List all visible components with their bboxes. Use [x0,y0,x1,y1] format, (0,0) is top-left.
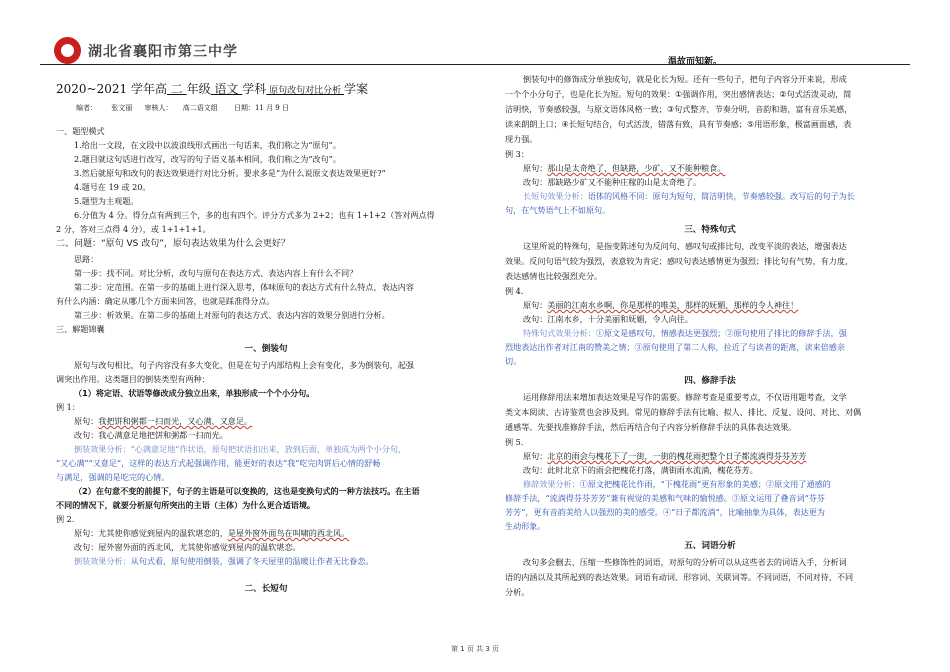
heading-word-analysis: 五、词语分析 [684,541,736,551]
original-sentence: 北京的雨会与槐花下了一街，一街的槐花雨把整个日子都流淌得芬芬芳芳 [547,451,807,461]
example-label: 例 3： [505,149,529,159]
list-item: 2 分，答对三点得 4 分），或 1+1+1+1。 [56,224,211,234]
list-item: 3.然后就原句和改句的表达效果进行对比分析。要求多是“为什么说原文表达效果更好?” [74,168,386,178]
title-topic: 原句改句对比分析 [266,86,344,96]
original-label: 原句： [74,416,99,426]
analysis-text: ①原文是感叹句，情感表达更强烈；②原句使用了排比的修辞手法，强 [595,328,847,338]
analysis-line: 修辞手法，“流淌得芬芬芳芳”兼有视觉的美感和气味的愉悦感。③原文运用了叠音词“芬芬 [505,493,825,503]
section-title: 一、题型模式 [56,126,105,136]
heading-special-sentence: 三、特殊句式 [684,225,736,235]
example-original [56,414,476,428]
paragraph-line: 运用修辞用法来增加表达效果是写作的需要。修辞考查是重要考点，不仅语用题考查，文学 [523,392,847,402]
analysis-line [505,477,915,491]
example-modified [56,540,476,554]
paragraph-line: 调突出作用。这类题目的倒装类型有两种： [56,374,210,384]
paragraph-line: 原句与改句相比，句子内容没有多大变化，但是在句子内部结构上会有变化，多为倒装句，起强 [74,360,414,370]
original-sentence: 我把饼和粥都一扫而光，又心满，又意足。 [98,416,253,426]
modified-label: 改句： [74,542,99,552]
title-subject-word: 学科 [242,82,267,96]
analysis-line: 倒装效果分析：“心满意足地”作状语，原句把状语扣出来，放到后面，单独成为两个小分句， [74,444,407,454]
list-item: 1.给出一文段，在文段中以波浪线形式画出一句话来，我们称之为“原句”。 [74,140,341,150]
analysis-line [56,554,476,568]
modified-label: 改句： [523,465,548,475]
example-modified [505,312,915,326]
modified-label: 改句： [74,430,99,440]
example-original [505,298,915,312]
analysis-line: 芳芳”，更有音韵美给人以强烈的美的感受。④“日子都流淌”，比喻抽象为具体，表达更为 [505,507,825,517]
example-label: 例 5. [505,437,524,447]
example-modified [505,463,915,477]
subheading: 不同的情况下，就要分析原句所突出的主语（主体）为什么更合适语境。 [56,500,316,510]
right-column [505,72,915,600]
reviewer-label: 审核人： [144,104,173,112]
original-sentence-b: 是屋外窗外面鸟在叫啸的西北风。 [227,528,350,538]
analysis-text: ①原文把槐花比作雨，“下槐花雨”更有形象的美感；②原文用了通感的 [579,479,831,489]
title-grade: 二 [166,82,187,96]
list-item: 2.题目就这句话进行改写，改写的句子语义基本相同，我们称之为“改句”。 [74,154,341,164]
analysis-line [505,189,915,203]
paragraph-line: 效果。反问句语气较为强烈，表意较为肯定；感叹句表达感情更为强烈；排比句有气势，有力度， [505,256,854,266]
editor: 张文丽 [111,104,133,112]
step-item: 第一步：找不同。对比分析，改句与原句在表达方式、表达内容上有什么不同？ [74,268,358,278]
heading-inversion: 一、倒装句 [244,344,288,354]
modified-sentence: 屋外窗外面的西北风，尤其使你感觉到屋内的温软堪恋。 [98,542,301,552]
section-title: 二、问题：“原句 VS 改句”，原句表达效果为什么会更好？ [56,239,290,249]
paragraph-line: 类文本阅读、古诗鉴赏也会涉及到。常见的修辞手法有比喻、拟人、排比、反复、设问、对比、对偶 [505,407,862,417]
example-modified [505,175,915,189]
analysis-label: 特殊句式效果分析： [523,328,596,338]
paragraph-line: 通感等。先要找准修辞手法，然后再结合句子内容分析修辞手法的具体表达效果。 [505,422,797,432]
doc-title [56,80,476,100]
analysis-line: 切。 [505,356,522,366]
analysis-line [505,326,915,340]
original-sentence: 美丽的江南水乡啊，你是那样的唯美，那样的妩媚，那样的令人神往！ [547,300,799,310]
example-original [56,526,476,540]
step-item: 第三步：析效果。在第二步的基础上对原句的表达方式、表达内容的效果分别进行分析。 [74,310,390,320]
modified-sentence: 江南水乡，十分美丽和妩媚，令人向往。 [547,314,693,324]
header-rule [40,64,910,65]
analysis-line: “又心满”“又意足”，这样的表达方式起强调作用，能更好的表达“我”吃完肉饼后心情的舒畅 [56,458,381,468]
doc-meta [76,100,476,116]
analysis-label: 长短句效果分析： [523,191,588,201]
analysis-line: 句，在气势语气上不如原句。 [505,205,611,215]
school-name: 湖北省襄阳市第三中学 [88,44,238,60]
paragraph-line: 改句多会删去、压缩一些修饰性的词语，对原句的分析可以从这些省去的词语入手，分析词 [523,557,847,567]
list-item: 6.分值为 4 分。得分点有两到三个，多的也有四个。评分方式多为 2+2；也有 1+1+2（答对两点得 [74,210,435,220]
paragraph-line: 倒装句中的修饰成分单独成句，就是化长为短。还有一些句子，把句子内容分开来说，形成 [523,74,847,84]
step-item: 有什么内涵：确定从哪几个方面来回答，也就是踩准得分点。 [56,296,275,306]
title-suffix: 学案 [344,82,369,96]
subheading: （1）将定语、状语等修改成分独立出来，单独形成一个个小分句。 [74,388,315,398]
original-label: 原句： [74,528,99,538]
analysis-line: 烈地表达出作者对江南的赞美之情；③原句使用了第二人称，拉近了与读者的距离，读来倍感亲 [505,342,845,352]
original-sentence: 那山是太奇绝了，但缺路，少矿，又不能种粮食。 [547,163,726,173]
list-item: 5.题型为主观题。 [74,196,139,206]
example-label: 例 2. [56,514,75,524]
subheading: （2）在句意不变的前提下，句子的主语是可以变换的，这也是变换句式的一种方法技巧。在主语 [74,486,420,496]
motto: 温故而知新。 [668,57,723,67]
title-grade-word: 年级 [186,82,211,96]
date-label: 日期： [233,104,255,112]
heading-long-short: 二、长短句 [244,584,288,594]
modified-sentence: 此时北京下的雨会把槐花打落，满街雨水流淌，槐花芬芳。 [547,465,758,475]
paragraph-line: 表达感情也比较强烈充分。 [505,271,603,281]
title-prefix: 2020~2021 学年高 [56,82,167,96]
original-label: 原句： [523,163,548,173]
original-label: 原句： [523,300,548,310]
original-label: 原句： [523,451,548,461]
think-label: 思路： [74,254,99,264]
paragraph-line: 这里所说的特殊句，是指变陈述句为反问句、感叹句或排比句，改变平淡的表达，增强表达 [523,241,847,251]
original-sentence-a: 尤其使你感觉到屋内的温软堪恋的， [98,528,228,538]
paragraph-line: 洁明快，节奏感较强，与原文语体风格一致；③句式整齐，节奏分明，音韵和谐，富有音乐美感， [505,104,853,114]
example-original [505,161,915,175]
modified-sentence: 那缺路少矿又不能种庄稼的山是太奇绝了。 [547,177,702,187]
editor-label: 编者： [76,104,97,112]
page-number: 第 1 页 共 3 页 [450,645,500,653]
example-original [505,449,915,463]
modified-label: 改句： [523,314,548,324]
example-label: 例 4. [505,286,524,296]
modified-sentence: 我心满意足地把饼和粥都一扫而光。 [98,430,228,440]
section-title: 三、解题锦囊 [56,324,105,334]
analysis-text: 语体的风格不同：原句为短句，简洁明快，节奏感较强。改写后的句子为长 [587,191,855,201]
step-item: 第二步：定范围。在第一步的基础上进行深入思考，体味原句的表达方式有什么特点，表达内容 [74,282,414,292]
analysis-line: 与满足，强调的是吃完的心情。 [56,472,170,482]
example-label: 例 1： [56,402,80,412]
heading-rhetoric: 四、修辞手法 [684,376,736,386]
analysis-text: 从句式看，原句使用倒装，强调了冬天屋里的温暖让作者无比眷恋。 [130,556,374,566]
analysis-label: 修辞效果分析： [523,479,580,489]
list-item: 4.题号在 19 或 20。 [74,182,151,192]
school-logo-icon [54,37,81,64]
reviewer: 高二语文组 [182,104,218,112]
example-modified [56,428,476,442]
analysis-line: 生动形象。 [505,521,546,531]
paragraph-line: 读来朗朗上口；④长短句结合，句式活泼，错落有致，具有节奏感；⑤用语形象，极富画面感，表 [505,119,852,129]
analysis-label: 倒装效果分析： [74,556,131,566]
paragraph-line: 现力强。 [505,134,538,144]
left-column [56,70,476,598]
modified-label: 改句： [523,177,548,187]
paragraph-line: 一个个小分句子，也是化长为短。短句的效果：①强调作用，突出感情表达；②句式活泼灵动，简 [505,89,852,99]
paragraph-line: 语的内涵以及其所起到的表达效果。词语有动词、形容词、关联词等。不同词语，不同对待，不同 [505,572,854,582]
paragraph-line: 分析。 [505,587,530,597]
section-1-list [56,138,476,222]
date: 11 月 9 日 [254,104,289,112]
title-subject: 语文 [210,82,243,96]
